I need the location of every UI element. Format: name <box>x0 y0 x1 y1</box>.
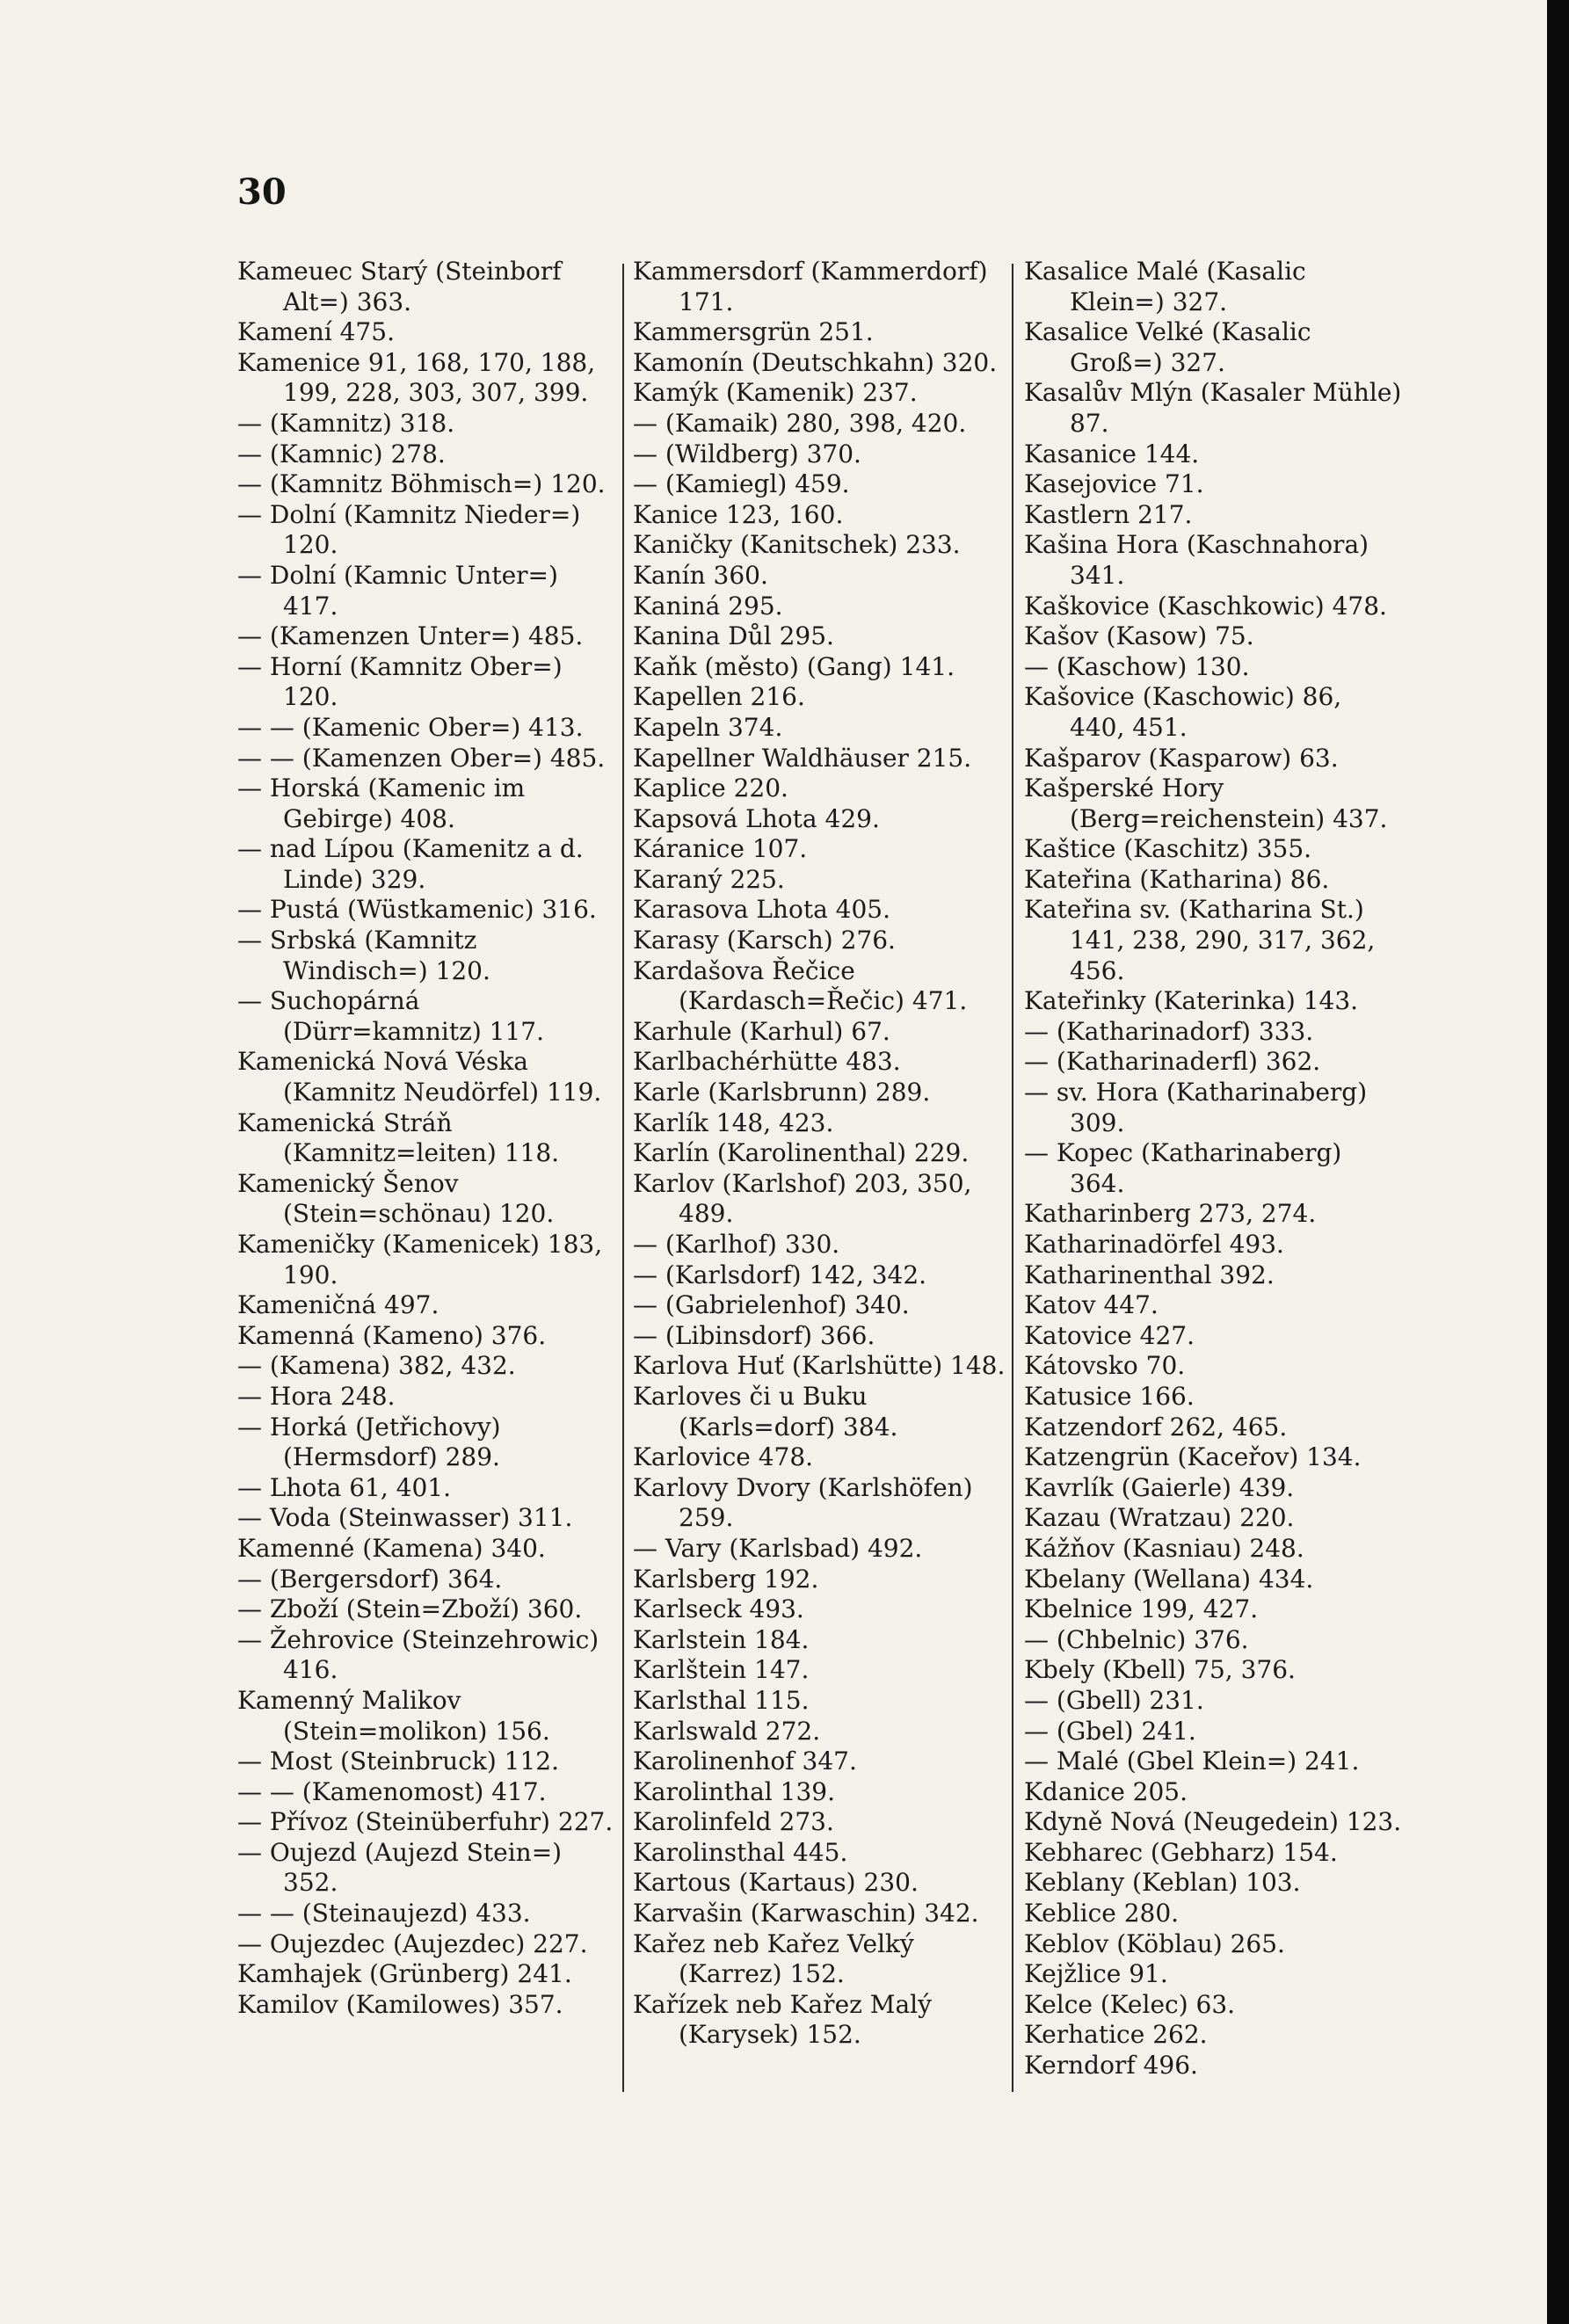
index-entry: Karlbachérhütte 483. <box>633 1047 901 1077</box>
index-entry: — Kopec (Katharinaberg) 364. <box>1024 1138 1342 1198</box>
index-entry: Kapellen 216. <box>633 682 805 712</box>
index-entry: Karolinenhof 347. <box>633 1747 857 1776</box>
index-entry: Katusice 166. <box>1024 1381 1195 1411</box>
index-entry: Karlík 148, 423. <box>633 1108 834 1137</box>
index-entry: — (Kamnic) 278. <box>237 439 446 468</box>
index-entry: Kaplice 220. <box>633 773 788 803</box>
index-entry: Kašina Hora (Kaschnahora) 341. <box>1024 530 1369 590</box>
column-divider <box>1012 264 1013 2092</box>
index-entry: — — (Kamenic Ober=) 413. <box>237 712 584 742</box>
index-entry: Kamhajek (Grünberg) 241. <box>237 1959 572 1989</box>
index-entry: — Suchopárná (Dürr=kamnitz) 117. <box>237 986 545 1046</box>
index-column-3 <box>1024 257 1402 2081</box>
index-entry: Katzengrün (Kaceřov) 134. <box>1024 1442 1362 1472</box>
index-entry: Karlova Huť (Karlshütte) 148. <box>633 1351 1006 1381</box>
index-entry: Kbelnice 199, 427. <box>1024 1594 1259 1624</box>
index-entry: Kerndorf 496. <box>1024 2051 1198 2081</box>
index-entry: — Žehrovice (Steinzehrowic) 416. <box>237 1624 599 1685</box>
index-entry: Kapsová Lhota 429. <box>633 803 880 833</box>
index-entry: Kameničná 497. <box>237 1290 439 1320</box>
index-entry: Katovice 427. <box>1024 1320 1195 1350</box>
index-entry: Kaňk (město) (Gang) 141. <box>633 651 955 681</box>
index-column-2 <box>633 257 1009 2051</box>
index-entry: Keblice 280. <box>1024 1899 1180 1928</box>
index-entry: Kebharec (Gebharz) 154. <box>1024 1837 1338 1867</box>
index-entry: Kateřina sv. (Katharina St.) 141, 238, 290, 317, 362, 456. <box>1024 895 1376 985</box>
index-entry: Karle (Karlsbrunn) 289. <box>633 1078 931 1108</box>
index-entry: Kateřinky (Katerinka) 143. <box>1024 986 1359 1016</box>
index-column-1 <box>237 257 615 2020</box>
index-entry: — Dolní (Kamnitz Nieder=) 120. <box>237 499 581 560</box>
index-entry: — Oujezdec (Aujezdec) 227. <box>237 1928 588 1958</box>
index-entry: Kašperské Hory (Berg=reichenstein) 437. <box>1024 773 1388 833</box>
index-entry: Karasova Lhota 405. <box>633 895 891 925</box>
index-entry: Kasalův Mlýn (Kasaler Mühle) 87. <box>1024 378 1402 438</box>
index-entry: Karolinsthal 445. <box>633 1837 848 1867</box>
index-entry: Kamenná (Kameno) 376. <box>237 1320 547 1350</box>
index-entry: Kamýk (Kamenik) 237. <box>633 378 918 408</box>
index-entry: Karvašin (Karwaschin) 342. <box>633 1899 979 1928</box>
index-entry: Katzendorf 262, 465. <box>1024 1412 1288 1442</box>
index-entry: Keblany (Keblan) 103. <box>1024 1868 1301 1898</box>
index-entry: — Přívoz (Steinüberfuhr) 227. <box>237 1807 614 1837</box>
index-entry: Kammersgrün 251. <box>633 317 874 347</box>
index-entry: — (Karlsdorf) 142, 342. <box>633 1260 927 1289</box>
scan-edge <box>1547 0 1569 2324</box>
index-entry: — Srbská (Kamnitz Windisch=) 120. <box>237 926 490 985</box>
index-entry: Katharinenthal 392. <box>1024 1260 1275 1289</box>
index-entry: — sv. Hora (Katharinaberg) 309. <box>1024 1078 1368 1137</box>
index-entry: Kamení 475. <box>237 317 395 347</box>
index-entry: — (Libinsdorf) 366. <box>633 1320 875 1350</box>
index-entry: Kašovice (Kaschowic) 86, 440, 451. <box>1024 682 1342 742</box>
index-entry: — Dolní (Kamnic Unter=) 417. <box>237 560 558 621</box>
index-entry: Karlov (Karlshof) 203, 350, 489. <box>633 1168 972 1229</box>
index-entry: Kamilov (Kamilowes) 357. <box>237 1989 563 2019</box>
index-entry: Karlswald 272. <box>633 1716 821 1746</box>
index-entry: Kasanice 144. <box>1024 439 1200 468</box>
index-entry: Kardašova Řečice (Kardasch=Řečic) 471. <box>633 955 968 1016</box>
index-entry: Kařez neb Kařez Velký (Karrez) 152. <box>633 1928 914 1989</box>
index-entry: Kelce (Kelec) 63. <box>1024 1989 1236 2019</box>
index-entry: Kameuec Starý (Steinborf Alt=) 363. <box>237 257 562 316</box>
index-entry: Kamenice 91, 168, 170, 188, 199, 228, 303, 307, 399. <box>237 347 596 408</box>
index-entry: — (Gabrielenhof) 340. <box>633 1290 910 1320</box>
index-entry: Kašov (Kasow) 75. <box>1024 621 1254 651</box>
index-entry: Kbely (Kbell) 75, 376. <box>1024 1655 1296 1685</box>
index-entry: Kammersdorf (Kammerdorf) 171. <box>633 257 988 316</box>
index-entry: Kdyně Nová (Neugedein) 123. <box>1024 1807 1402 1837</box>
index-entry: Karolinfeld 273. <box>633 1807 834 1837</box>
index-entry: — (Karlhof) 330. <box>633 1230 840 1259</box>
index-entry: Kasalice Velké (Kasalic Groß=) 327. <box>1024 317 1311 377</box>
index-entry: Kejžlice 91. <box>1024 1959 1168 1989</box>
index-entry: Kaničky (Kanitschek) 233. <box>633 530 961 560</box>
index-entry: Karlštein 147. <box>633 1655 810 1685</box>
index-entry: Kasejovice 71. <box>1024 469 1204 499</box>
index-entry: Kátovsko 70. <box>1024 1351 1186 1381</box>
index-entry: — nad Lípou (Kamenitz a d. Linde) 329. <box>237 834 584 894</box>
index-entry: Kanice 123, 160. <box>633 499 844 529</box>
index-entry: Kapeln 374. <box>633 712 783 742</box>
index-entry: Karhule (Karhul) 67. <box>633 1016 890 1046</box>
index-entry: — (Kamenzen Unter=) 485. <box>237 621 584 651</box>
index-entry: Kanina Důl 295. <box>633 621 834 651</box>
index-entry: Karlseck 493. <box>633 1594 804 1624</box>
index-entry: — (Bergersdorf) 364. <box>237 1564 503 1594</box>
index-entry: Karlsthal 115. <box>633 1685 810 1715</box>
column-divider <box>622 264 624 2092</box>
index-entry: Kanín 360. <box>633 560 768 590</box>
index-entry: Kavrlík (Gaierle) 439. <box>1024 1472 1295 1502</box>
index-entry: — Horká (Jetřichovy) (Hermsdorf) 289. <box>237 1412 501 1472</box>
index-entry: Kaškovice (Kaschkowic) 478. <box>1024 591 1387 621</box>
index-entry: Kaštice (Kaschitz) 355. <box>1024 834 1312 864</box>
index-entry: Karlstein 184. <box>633 1624 810 1654</box>
index-entry: Keblov (Köblau) 265. <box>1024 1928 1285 1958</box>
index-entry: — (Kamiegl) 459. <box>633 469 850 499</box>
index-entry: — (Kamnitz) 318. <box>237 408 455 438</box>
index-entry: Kerhatice 262. <box>1024 2020 1208 2050</box>
index-entry: Kbelany (Wellana) 434. <box>1024 1564 1314 1594</box>
index-entry: Kasalice Malé (Kasalic Klein=) 327. <box>1024 257 1306 316</box>
index-entry: Kapellner Waldhäuser 215. <box>633 743 972 773</box>
page-number: 30 <box>237 171 287 213</box>
index-entry: Katov 447. <box>1024 1290 1159 1320</box>
index-entry: Kamonín (Deutschkahn) 320. <box>633 347 998 377</box>
index-entry: Kařízek neb Kařez Malý (Karysek) 152. <box>633 1989 932 2050</box>
index-entry: Kašparov (Kasparow) 63. <box>1024 743 1339 773</box>
index-entry: — Most (Steinbruck) 112. <box>237 1747 560 1776</box>
index-entry: — Horní (Kamnitz Ober=) 120. <box>237 651 563 712</box>
index-entry: Kameničky (Kamenicek) 183, 190. <box>237 1230 603 1289</box>
index-entry: Kartous (Kartaus) 230. <box>633 1868 919 1898</box>
index-entry: Kateřina (Katharina) 86. <box>1024 864 1330 894</box>
index-entry: Kamenický Šenov (Stein=schönau) 120. <box>237 1168 555 1229</box>
index-entry: — Voda (Steinwasser) 311. <box>237 1503 573 1533</box>
index-entry: — Horská (Kamenic im Gebirge) 408. <box>237 773 526 833</box>
index-entry: Karlín (Karolinenthal) 229. <box>633 1138 970 1168</box>
index-entry: — (Chbelnic) 376. <box>1024 1624 1249 1654</box>
index-entry: Katharinberg 273, 274. <box>1024 1199 1317 1229</box>
index-entry: — (Gbel) 241. <box>1024 1716 1196 1746</box>
index-entry: Karlsberg 192. <box>633 1564 819 1594</box>
index-entry: — (Katharinaderfl) 362. <box>1024 1047 1321 1077</box>
index-entry: — (Gbell) 231. <box>1024 1685 1204 1715</box>
index-entry: Karlovice 478. <box>633 1442 814 1472</box>
index-entry: Kazau (Wratzau) 220. <box>1024 1503 1295 1533</box>
index-entry: Kamenný Malikov (Stein=molikon) 156. <box>237 1685 550 1746</box>
index-entry: — (Kamnitz Böhmisch=) 120. <box>237 469 606 499</box>
index-entry: — (Katharinadorf) 333. <box>1024 1016 1314 1046</box>
index-entry: — (Kamena) 382, 432. <box>237 1351 516 1381</box>
index-entry: Kaniná 295. <box>633 591 783 621</box>
index-entry: Káranice 107. <box>633 834 808 864</box>
index-entry: — Zboží (Stein=Zboží) 360. <box>237 1594 583 1624</box>
index-entry: Kastlern 217. <box>1024 499 1193 529</box>
index-entry: Karloves či u Buku (Karls=dorf) 384. <box>633 1381 898 1442</box>
index-entry: Kdanice 205. <box>1024 1776 1188 1806</box>
index-entry: — (Kamaik) 280, 398, 420. <box>633 408 967 438</box>
index-entry: Katharinadörfel 493. <box>1024 1230 1284 1259</box>
index-entry: — — (Kamenomost) 417. <box>237 1776 547 1806</box>
index-entry: Karolinthal 139. <box>633 1776 835 1806</box>
index-entry: — — (Kamenzen Ober=) 485. <box>237 743 606 773</box>
index-entry: Kamenická Stráň (Kamnitz=leiten) 118. <box>237 1108 560 1168</box>
index-entry: Kamenné (Kamena) 340. <box>237 1533 546 1563</box>
index-entry: Karlovy Dvory (Karlshöfen) 259. <box>633 1472 973 1533</box>
index-entry: Karaný 225. <box>633 864 785 894</box>
index-entry: — (Wildberg) 370. <box>633 439 861 468</box>
index-entry: — Lhota 61, 401. <box>237 1472 452 1502</box>
index-entry: — Malé (Gbel Klein=) 241. <box>1024 1747 1360 1776</box>
index-entry: — Oujezd (Aujezd Stein=) 352. <box>237 1837 563 1898</box>
index-entry: — Hora 248. <box>237 1381 396 1411</box>
index-entry: — Vary (Karlsbad) 492. <box>633 1533 923 1563</box>
index-entry: Kážňov (Kasniau) 248. <box>1024 1533 1304 1563</box>
index-entry: Kamenická Nová Véska (Kamnitz Neudörfel) 119. <box>237 1047 602 1108</box>
index-entry: — Pustá (Wüstkamenic) 316. <box>237 895 597 925</box>
index-entry: — (Kaschow) 130. <box>1024 651 1250 681</box>
index-entry: Karasy (Karsch) 276. <box>633 926 896 955</box>
index-entry: — — (Steinaujezd) 433. <box>237 1899 531 1928</box>
